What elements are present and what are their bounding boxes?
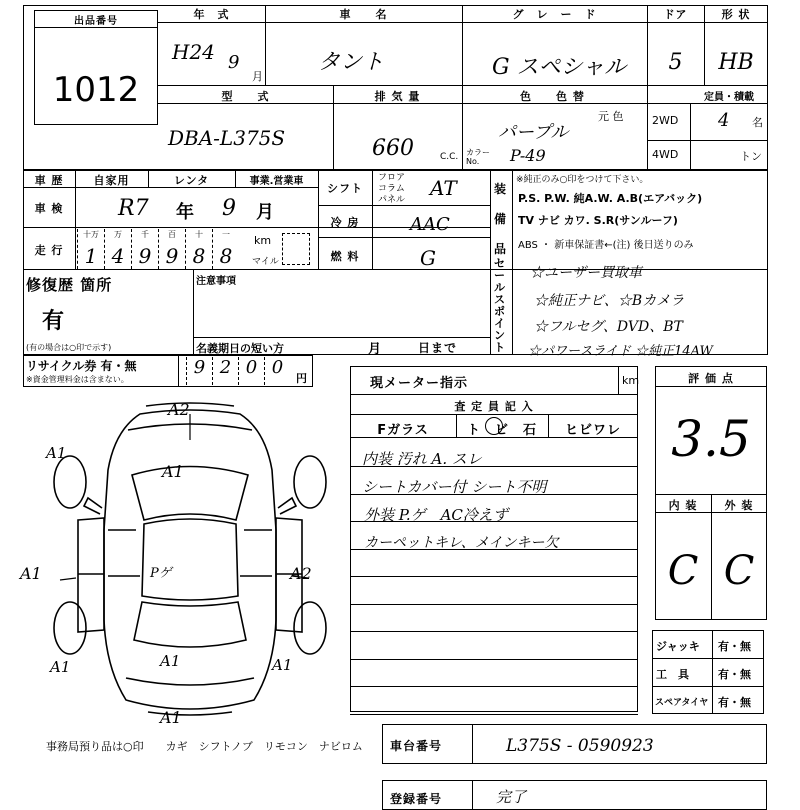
damage-mark-center: Pゲ [150,566,172,581]
mile-box [282,233,310,265]
recycle-digit: 2 [212,357,238,385]
mileage-digit-header: 十 [195,230,203,239]
comment-1: 内装 汚れ A. スレ [362,450,482,468]
meter-label: 現メーター指示 [370,376,469,391]
damage-mark-rear: A1 [160,652,181,670]
color-no-label: カラー No. [466,148,490,166]
car-name-value: タント [318,50,385,75]
exterior-value: C [723,548,755,594]
mileage-digit-header: 一 [222,230,230,239]
sales-point-3: ☆フルセグ、DVD、BT [534,319,683,335]
fuel-value: G [420,246,436,270]
mileage-digit-header: 十万 [83,230,99,239]
equip-label: 装備品 [494,182,508,256]
ton-unit: トン [740,150,762,163]
jack-value: 有・無 [718,640,751,653]
damage-mark-bumper: A1 [160,708,182,727]
model-value: DBA-L375S [168,126,286,150]
comment-3: 外装 P.ゲ AC冷えず [364,506,508,524]
damage-mark-front-left: A1 [46,444,67,462]
mileage-digit-cell [212,229,239,269]
displacement-value: 660 [372,136,414,161]
glass-circle [485,417,503,435]
color-value: パープル [498,122,569,143]
sales-point-1: ☆ユーザー買取車 [530,265,642,281]
recycle-label: リサイクル券 有・無 [26,359,137,373]
inspector-label: 査 定 員 記 入 [454,400,534,413]
business-use: 事業.営業車 [249,176,304,187]
mileage-digit-header: 百 [168,230,176,239]
equip-line-3: ABS ・ 新車保証書←(注) 後日送りのみ [518,240,694,251]
tools-label: 工 具 [656,668,689,681]
spare-label: スペアタイヤ [655,698,709,708]
comment-rule [350,659,638,660]
registration-value: 完了 [496,788,527,806]
ac-label: 冷 房 [330,216,360,229]
comment-rule [350,631,638,632]
shift-label: シフト [327,182,363,195]
capacity-label: 定員・積載 [704,92,754,103]
mileage-digit-cell [158,229,185,269]
damage-mark-rear-right: A1 [272,656,293,674]
repair-value: 有 [42,309,66,334]
equip-note: ※純正のみ○印をつけて下さい。 [516,175,649,185]
comment-rule [350,604,638,605]
inspection-month: 9 [222,196,236,221]
score-label: 評 価 点 [688,372,734,385]
damage-mark-front: A2 [168,400,190,419]
expiry-month: 月 [368,342,383,357]
lot-label: 出品番号 [74,16,118,27]
spare-value: 有・無 [718,696,751,709]
mileage-digit: 8 [192,244,206,268]
mileage-digit: 8 [219,244,233,268]
wd2-label: 2WD [652,114,679,127]
mileage-label: 走 行 [34,244,64,257]
sales-point-4: ☆パワースライド ☆純正14AW [528,344,713,359]
mileage-digit: 9 [138,244,152,268]
meter-unit: km [622,374,640,387]
km-unit: km [254,234,272,247]
year-value: H24 [172,40,215,64]
damage-mark-hood: A1 [162,462,184,481]
comment-rule [350,714,638,715]
sales-label: セールスポイント [494,257,506,354]
month-unit: 月 [252,70,263,83]
color-no-value: P-49 [510,146,546,165]
short-expiry-label: 名義期日の短い方 [196,342,284,355]
year-label: 年 式 [193,8,230,21]
glass-options: ト ビ 石 [466,423,537,438]
glass-label: Fガラス [377,423,429,438]
chassis-label: 車台番号 [390,739,443,753]
lot-number: 1012 [52,70,140,110]
month-value: 9 [228,52,240,73]
crack-label: ヒビワレ [564,423,621,438]
recycle-digit: 0 [264,357,290,385]
damage-mark-right: A2 [290,564,312,583]
comment-2: シートカバー付 シート不明 [362,478,547,496]
comment-rule [350,686,638,687]
cc-unit: C.C. [440,152,459,162]
grade-value: G スペシャル [492,55,627,80]
recycle-digit: 9 [186,357,212,385]
mileage-digit: 9 [165,244,179,268]
office-items: 事務局預り品は○印 カギ シフトノブ リモコン ナビロム [46,740,363,753]
mileage-digit-cell [77,229,104,269]
original-color-label: 元 色 [598,110,624,123]
mileage-digit-cell [185,229,212,269]
repair-label: 修復歴 箇所 [26,276,113,294]
expiry-day: 日まで [418,341,458,355]
doors-value: 5 [668,50,683,75]
wd4-label: 4WD [652,148,679,161]
shape-label: 形 状 [721,8,751,21]
model-label: 型 式 [221,90,270,103]
damage-mark-rear-left: A1 [50,658,71,676]
inspection-value: R7 [118,196,149,221]
history-label: 車 歴 [34,174,64,187]
inspection-label: 車 検 [34,202,64,215]
grade-label: グ レ ー ド [512,8,597,21]
recycle-note: ※資金管理料金は含まない。 [26,375,129,384]
equip-line-1: P.S. P.W. 純A.W. A.B(エアバック) [518,192,703,205]
damage-mark-left: A1 [20,564,42,583]
inspection-month-unit: 月 [256,202,275,223]
shift-option-panel: パネル [378,195,406,205]
shift-option-column: コラム [378,184,405,194]
exterior-label: 外 装 [724,499,754,512]
mileage-digit-header: 万 [114,230,122,239]
equip-line-2: TV ナビ カワ. S.R(サンルーフ) [518,214,678,227]
jack-label: ジャッキ [656,640,700,653]
fuel-label: 燃 料 [330,250,360,263]
mileage-digit-cell [131,229,158,269]
ac-value: AAC [410,214,450,235]
mileage-digit: 1 [84,244,98,268]
doors-label: ドア [663,8,688,21]
score-value: 3.5 [671,410,751,468]
comment-4: カーペットキレ、メインキー欠 [364,535,559,551]
comment-rule [350,576,638,577]
rental-use: レンタ [173,174,210,187]
chassis-value: L375S - 0590923 [506,736,654,756]
inspection-year-unit: 年 [176,202,195,223]
color-label: 色 色 替 [520,90,585,103]
interior-label: 内 装 [668,499,698,512]
shift-option-floor: フロア [378,173,406,183]
private-use: 自家用 [93,174,130,187]
mileage-digit: 4 [111,244,125,268]
sales-point-2: ☆純正ナビ、☆Bカメラ [534,293,685,309]
shift-value: AT [430,176,457,200]
mileage-digit-cell [104,229,131,269]
displacement-label: 排 気 量 [374,90,421,103]
mileage-digit-header: 千 [141,230,149,239]
recycle-digit: 0 [238,357,264,385]
interior-value: C [667,548,699,594]
mile-unit: マイル [252,257,279,267]
repair-note: (有の場合は○印で示す) [26,343,112,352]
tools-value: 有・無 [718,668,751,681]
capacity-unit: 名 [752,116,763,129]
notes-label: 注意事項 [196,276,236,287]
car-name-label: 車 名 [339,8,388,21]
registration-label: 登録番号 [390,792,443,806]
capacity-value: 4 [718,110,730,131]
yen-unit: 円 [296,372,308,385]
shape-value: HB [718,50,754,75]
